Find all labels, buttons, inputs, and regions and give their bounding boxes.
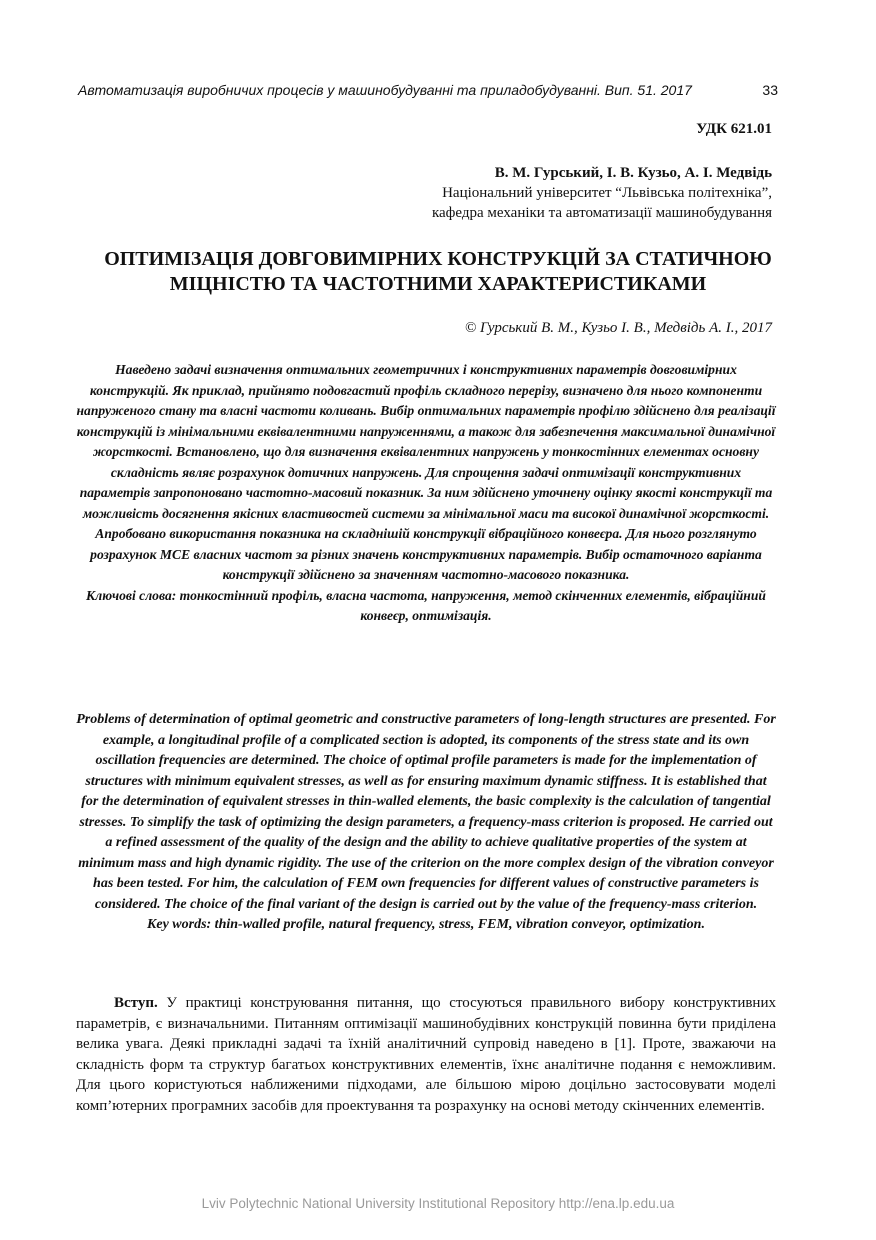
running-header: Автоматизація виробничих процесів у машинобудуванні та приладобудуванні. Вип. 51. 2017 [78,82,692,98]
introduction-section [76,993,776,1116]
page-number: 33 [762,82,778,98]
affiliation-university: Національний університет “Львівська політехніка”, [442,185,772,201]
authors-block [432,163,772,223]
abstract-ukrainian-text: Наведено задачі визначення оптимальних геометричних і конструктивних параметрів довговимірних конструкцій. Як приклад, прийнято подовгастий профіль складного перерізу, визначено для нього компоненти напруженого стану та власні частоти коливань. Вибір оптимальних параметрів профілю здійснено для реалізації конструкцій із мінімальними еквівалентними напруженнями, а також для забезпечення максимальної динамічної жорсткості. Встановлено, що для визначення еквівалентних напружень у тонкостінних елементах основну складність являє розрахунок дотичних напружень. Для спрощення задачі оптимізації конструктивних параметрів запропоновано частотно-масовий показник. За ним здійснено уточнену оцінку якості конструкції та можливість досягнення якісних властивостей системи за мінімальної маси та високої динамічної жорсткості. Апробовано використання показника на складнішій конструкції вібраційного конвеєра. Для нього розглянуто розрахунок МСЕ власних частот за різних значень конструктивних параметрів. Вибір остаточного варіанта конструкції здійснено за значенням частотно-масового показника. [76,362,776,582]
udk-code: УДК 621.01 [696,121,772,137]
author-names: В. М. Гурський, І. В. Кузьо, А. І. Медвідь [494,165,772,181]
keywords-ukrainian: Ключові слова: тонкостінний профіль, власна частота, напруження, метод скінченних елементів, вібраційний конвеєр, оптимізація. [86,587,766,623]
abstract-english-text: Problems of determination of optimal geometric and constructive parameters of long-length structures are presented. For example, a longitudinal profile of a complicated section is adopted, its components of the stress state and its own oscillation frequencies are determined. The choice of optimal profile parameters is made for the implementation of structures with minimum equivalent stresses, as well as for ensuring maximum dynamic stiffness. It is established that for the determination of equivalent stresses in thin-walled elements, the basic complexity is the calculation of tangential stresses. To simplify the task of optimizing the design parameters, a frequency-mass criterion is proposed. He carried out a refined assessment of the quality of the design and the ability to achieve qualitative properties of the system at minimum mass and high dynamic rigidity. The use of the criterion on the more complex design of the vibration conveyor has been tested. For him, the calculation of FEM own frequencies for different values of constructive parameters is considered. The choice of the final variant of the design is carried out by the value of the frequency-mass criterion. [76,712,776,912]
paper-title [60,247,816,297]
keywords-english: Key words: thin-walled profile, natural frequency, stress, FEM, vibration conveyor, optimization. [147,917,705,932]
title-line-1: ОПТИМІЗАЦІЯ ДОВГОВИМІРНИХ КОНСТРУКЦІЙ ЗА СТАТИЧНОЮ [104,248,772,270]
introduction-heading: Вступ. [114,995,158,1011]
repository-footer: Lviv Polytechnic National University Institutional Repository http://ena.lp.edu.ua [201,1196,675,1211]
copyright-notice: © Гурський В. М., Кузьо І. В., Медвідь А. І., 2017 [464,320,772,336]
abstract-english [76,710,776,936]
introduction-text: У практиці конструювання питання, що стосуються правильного вибору конструктивних параметрів, є визначальними. Питанням оптимізації машинобудівних конструкцій повинна бути приділена велика увага. Деякі прикладні задачі та їхній аналітичний супровід наведено в [1]. Проте, зважаючи на складність форм та структур багатьох конструктивних елементів, їхнє аналітичне подання є неможливим. Для цього користуються наближеними підходами, але більшою мірою доцільно застосовувати моделі комп’ютерних програмних засобів для проектування та розрахунку на основі методу скінченних елементів. [76,995,776,1114]
title-line-2: МІЦНІСТЮ ТА ЧАСТОТНИМИ ХАРАКТЕРИСТИКАМИ [169,273,707,295]
introduction-paragraph [76,993,776,1116]
affiliation-department: кафедра механіки та автоматизації машинобудування [431,205,772,221]
abstract-ukrainian [76,360,776,627]
